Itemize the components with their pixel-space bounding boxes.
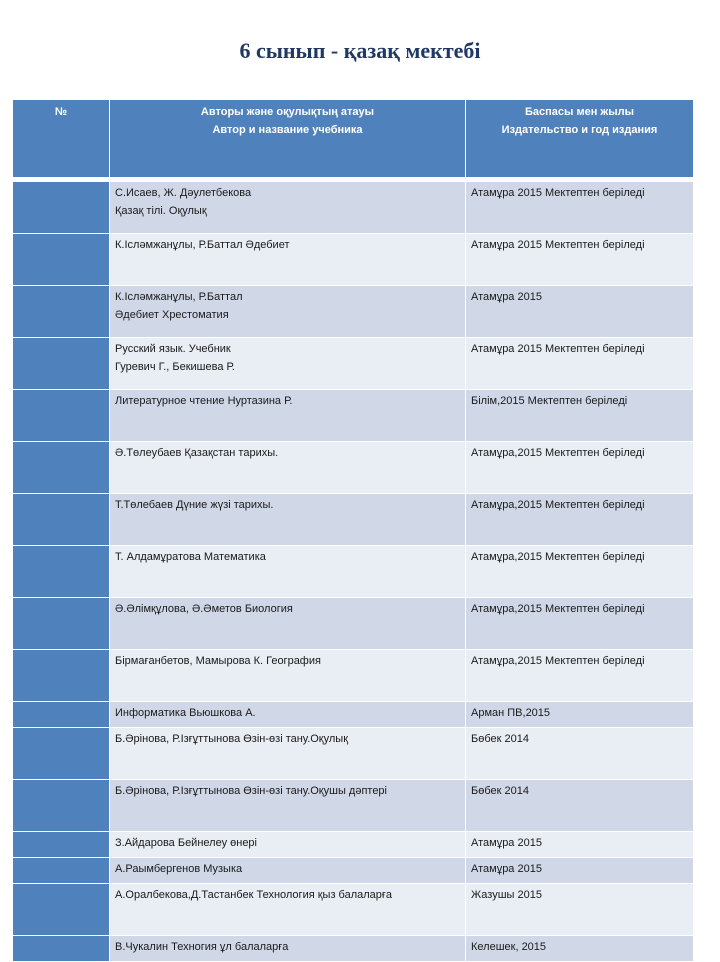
header-publisher-ru: Издательство и год издания xyxy=(501,124,658,136)
row-number-cell xyxy=(13,650,110,702)
book-line-2: Қазақ тілі. Оқулық xyxy=(115,205,207,217)
table-row xyxy=(13,598,694,650)
table-header-row xyxy=(13,100,694,178)
table-row xyxy=(13,442,694,494)
book-line-1: Ә.Төлеубаев Қазақстан тарихы. xyxy=(115,447,279,459)
book-line-1: Литературное чтение Нуртазина Р. xyxy=(115,395,293,407)
book-cell xyxy=(110,780,466,832)
book-cell xyxy=(110,234,466,286)
publisher-cell: Бөбек 2014 xyxy=(466,728,694,780)
header-author xyxy=(110,100,466,178)
publisher-cell: Келешек, 2015 xyxy=(466,936,694,962)
publisher-cell: Атамұра 2015 xyxy=(466,286,694,338)
book-cell xyxy=(110,390,466,442)
row-number-cell xyxy=(13,728,110,780)
book-line-1: В.Чукалин Техногия ұл балаларға xyxy=(115,941,289,953)
publisher-cell: Білім,2015 Мектептен беріледі xyxy=(466,390,694,442)
book-line-1: К.Ісләмжанұлы, Р.Баттал xyxy=(115,291,243,303)
row-number-cell xyxy=(13,234,110,286)
publisher-cell: Атамұра,2015 Мектептен беріледі xyxy=(466,598,694,650)
table-row xyxy=(13,286,694,338)
row-number-cell xyxy=(13,858,110,884)
table-row xyxy=(13,728,694,780)
header-number xyxy=(13,100,110,178)
book-cell xyxy=(110,728,466,780)
book-line-1: Бірмағанбетов, Мамырова К. География xyxy=(115,655,321,667)
book-line-1: С.Исаев, Ж. Дәулетбекова xyxy=(115,187,252,199)
publisher-cell: Атамұра,2015 Мектептен беріледі xyxy=(466,442,694,494)
row-number-cell xyxy=(13,182,110,234)
row-number-cell xyxy=(13,546,110,598)
header-number-label: № xyxy=(54,106,68,118)
publisher-cell: Атамұра 2015 xyxy=(466,858,694,884)
book-cell xyxy=(110,598,466,650)
header-publisher xyxy=(466,100,694,178)
row-number-cell xyxy=(13,286,110,338)
book-cell xyxy=(110,338,466,390)
table-row xyxy=(13,494,694,546)
book-cell xyxy=(110,702,466,728)
table-row xyxy=(13,182,694,234)
book-cell xyxy=(110,832,466,858)
row-number-cell xyxy=(13,598,110,650)
publisher-cell: Арман ПВ,2015 xyxy=(466,702,694,728)
header-publisher-kk: Баспасы мен жылы xyxy=(524,106,634,118)
row-number-cell xyxy=(13,936,110,962)
publisher-cell: Атамұра 2015 Мектептен беріледі xyxy=(466,234,694,286)
row-number-cell xyxy=(13,390,110,442)
book-cell xyxy=(110,650,466,702)
book-line-2: Гуревич Г., Бекишева Р. xyxy=(115,361,235,373)
book-line-1: З.Айдарова Бейнелеу өнері xyxy=(115,837,257,849)
publisher-cell: Бөбек 2014 xyxy=(466,780,694,832)
publisher-cell: Атамұра,2015 Мектептен беріледі xyxy=(466,546,694,598)
book-cell xyxy=(110,286,466,338)
book-cell xyxy=(110,546,466,598)
textbook-table xyxy=(12,99,694,962)
row-number-cell xyxy=(13,442,110,494)
book-cell xyxy=(110,442,466,494)
table-row xyxy=(13,338,694,390)
publisher-cell: Атамұра 2015 xyxy=(466,832,694,858)
book-line-1: Ә.Әлімқұлова, Ә.Әметов Биология xyxy=(115,603,293,615)
page-title: 6 сынып - қазақ мектебі xyxy=(239,38,481,63)
row-number-cell xyxy=(13,780,110,832)
book-cell xyxy=(110,182,466,234)
row-number-cell xyxy=(13,494,110,546)
publisher-cell: Атамұра,2015 Мектептен беріледі xyxy=(466,494,694,546)
publisher-cell: Жазушы 2015 xyxy=(466,884,694,936)
table-row xyxy=(13,702,694,728)
book-line-1: Информатика Вьюшкова А. xyxy=(115,707,256,719)
book-cell xyxy=(110,936,466,962)
table-row xyxy=(13,390,694,442)
table-row xyxy=(13,936,694,962)
book-line-1: Б.Әрінова, Р.Ізғұттынова Өзін-өзі тану.Оқушы дәптері xyxy=(115,785,387,797)
table-row xyxy=(13,234,694,286)
book-line-1: А.Оралбекова,Д.Тастанбек Технология қыз балаларға xyxy=(115,889,393,901)
header-author-kk: Авторы және оқулықтың атауы xyxy=(200,106,375,118)
publisher-cell: Атамұра 2015 Мектептен беріледі xyxy=(466,182,694,234)
row-number-cell xyxy=(13,884,110,936)
header-author-ru: Автор и название учебника xyxy=(212,124,363,136)
book-line-1: А.Раымбергенов Музыка xyxy=(115,863,243,875)
book-cell xyxy=(110,494,466,546)
book-line-1: К.Ісләмжанұлы, Р.Баттал Әдебиет xyxy=(115,239,290,251)
book-line-1: Русский язык. Учебник xyxy=(115,343,231,355)
book-line-1: Т. Алдамұратова Математика xyxy=(115,551,266,563)
table-row xyxy=(13,650,694,702)
table-row xyxy=(13,884,694,936)
table-row xyxy=(13,780,694,832)
table-row xyxy=(13,858,694,884)
book-line-2: Әдебиет Хрестоматия xyxy=(115,309,229,321)
publisher-cell: Атамұра,2015 Мектептен беріледі xyxy=(466,650,694,702)
row-number-cell xyxy=(13,702,110,728)
book-line-1: Т.Төлебаев Дүние жүзі тарихы. xyxy=(115,499,274,511)
book-cell xyxy=(110,884,466,936)
publisher-cell: Атамұра 2015 Мектептен беріледі xyxy=(466,338,694,390)
table-row xyxy=(13,832,694,858)
table-row xyxy=(13,546,694,598)
row-number-cell xyxy=(13,832,110,858)
row-number-cell xyxy=(13,338,110,390)
book-cell xyxy=(110,858,466,884)
book-line-1: Б.Әрінова, Р.Ізғұттынова Өзін-өзі тану.Оқулық xyxy=(115,733,349,745)
